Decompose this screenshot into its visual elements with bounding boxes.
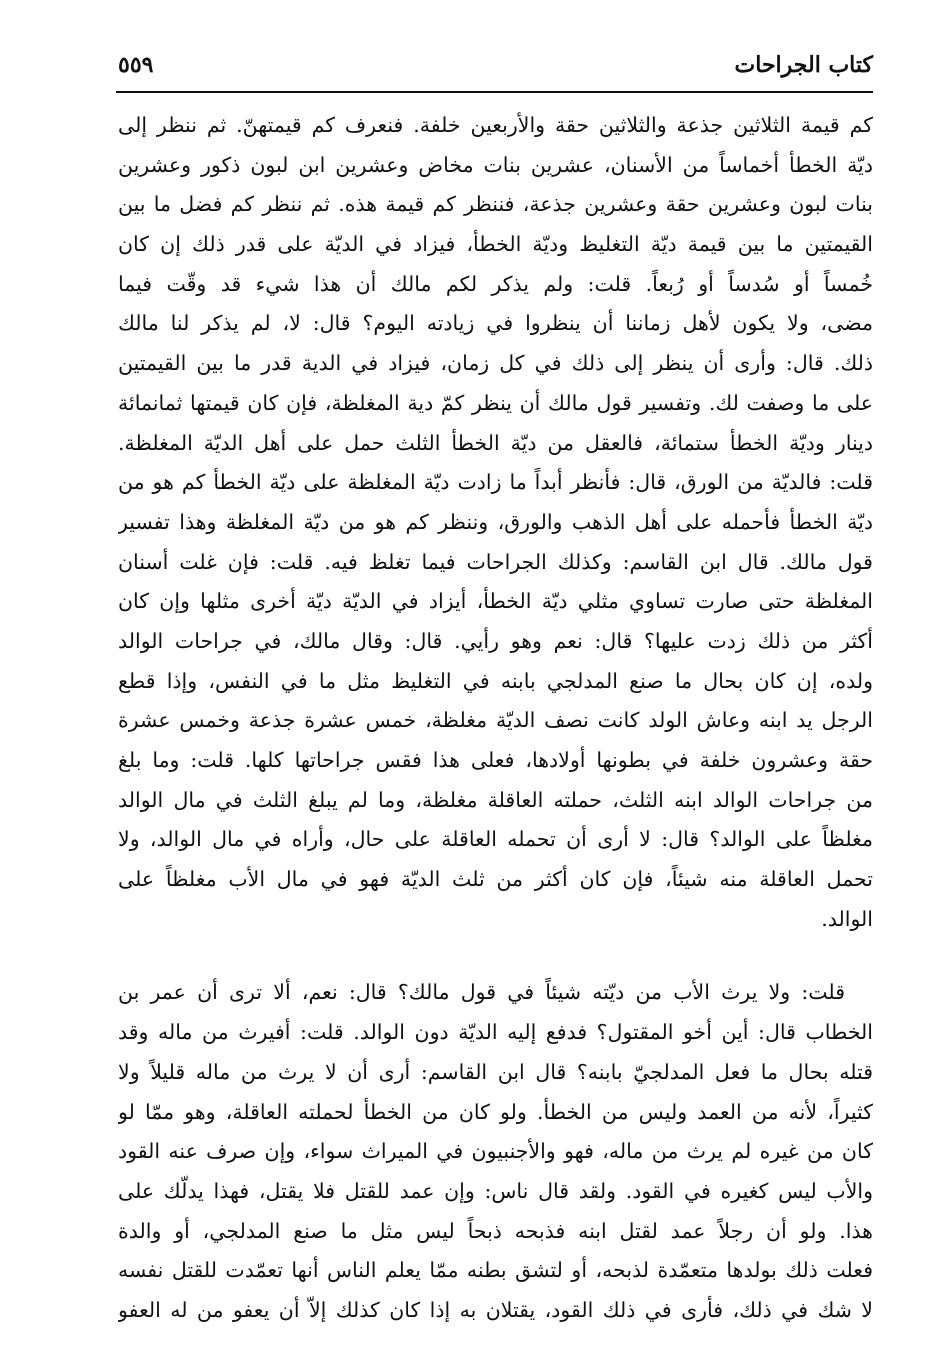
text-line: كان من غيره لم يرث من ماله، فهو والأجنبيون في الميراث سواء، وإن صرف عنه القود — [118, 1139, 873, 1164]
text-line: هذا. ولو أن رجلاً عمد لقتل ابنه فذبحه ذبحاً ليس مثل ما صنع المدلجي، أو والدة — [118, 1218, 873, 1243]
text-line: من جراحات الوالد ابنه الثلث، حملته العاقلة مغلظة، وما لم يبلغ الثلث في مال الوالد — [118, 787, 873, 812]
text-line: ذلك. قال: وأرى أن ينظر إلى ذلك في كل زمان، فيزاد في الدية قدر ما بين القيمتين — [118, 351, 873, 376]
text-line: على ما وصفت لك. وتفسير قول مالك أن ينظر كمّ دية المغلظة، فإن كان قيمتها ثمانمائة — [118, 390, 873, 415]
text-line: ديّة الخطأ فأحمله على أهل الذهب والورق، وننظر كم هو من ديّة المغلظة وهذا تفسير — [118, 509, 873, 534]
text-line: قول مالك. قال ابن القاسم: وكذلك الجراحات فيما تغلظ فيه. قلت: فإن غلت أسنان — [118, 549, 873, 574]
text-line: المغلظة حتى صارت تساوي مثلي ديّة الخطأ، أيزاد في الديّة ديّة أخرى مثلها وإن كان — [118, 589, 873, 614]
text-line: أكثر من ذلك زدت عليها؟ قال: نعم وهو رأيي. قال: وقال مالك، في جراحات الوالد — [118, 628, 873, 653]
text-line: بنات لبون وعشرين حقة وعشرين جذعة، فننظر كم قيمة هذه. ثم ننظر كم فضل ما بين — [118, 192, 873, 217]
text-line: الوالد. — [821, 906, 873, 931]
paragraph-1 — [118, 106, 873, 939]
main-text — [118, 106, 873, 1331]
text-line: فعلت ذلك بولدها متعمّدة لذبحه، أو لتشق بطنه ممّا يعلم الناس أنها تعمّدت للقتل نفسه — [118, 1258, 873, 1283]
text-line: ولده، إن كان بحال ما صنع المدلجي بابنه في التغليظ مثل ما في النفس، وإذا قطع — [118, 668, 873, 693]
book-title: كتاب الجراحات — [734, 52, 873, 78]
text-line: حقة وعشرون خلفة في بطونها أولادها، فعلى هذا فقس جراحاتها كلها. قلت: وما بلغ — [118, 748, 873, 772]
text-line: تحمل العاقلة منه شيئاً، فإن كان أكثر من ثلث الديّة فهو في مال الأب مغلظاً على — [118, 867, 873, 892]
paragraph-2 — [118, 973, 873, 1330]
text-line: والأب ليس كغيره في القود. ولقد قال ناس: وإن عمد للقتل فلا يقتل، فهذا يدلّك على — [118, 1178, 873, 1203]
text-line: القيمتين ما بين قيمة ديّة التغليظ وديّة الخطأ، فيزاد في الديّة على قدر ذلك إن كان — [118, 232, 873, 257]
text-line: ديّة الخطأ أخماساً من الأسنان، عشرين بنات مخاض وعشرين ابن لبون ذكور وعشرين — [118, 152, 873, 177]
text-line: لا شك في ذلك، فأرى في ذلك القود، يقتلان به إذا كان كذلك إلاّ أن يعفو من له العفو — [118, 1297, 873, 1322]
text-line: قتله بحال ما فعل المدلجيّ بابنه؟ قال ابن القاسم: أرى أن لا يرث من ماله قليلاً ولا — [118, 1059, 873, 1084]
page-number: ٥٥٩ — [118, 52, 154, 78]
text-line: قلت: فالديّة من الورق، قال: فأنظر أبداً ما زادت ديّة المغلظة على ديّة الخطأ كم هو من — [118, 470, 873, 495]
text-line: دينار وديّة الخطأ ستمائة، فالعقل من ديّة الخطأ الثلث حمل على أهل الديّة المغلظة. — [118, 430, 873, 455]
text-line: كم قيمة الثلاثين جذعة والثلاثين حقة والأربعين خلفة. فنعرف كم قيمتهنّ. ثم ننظر إلى — [118, 113, 873, 137]
text-line: قلت: ولا يرث الأب من ديّته شيئاً في قول مالك؟ قال: نعم، ألا ترى أن عمر بن — [118, 980, 845, 1005]
paragraph-spacer — [118, 939, 873, 973]
text-line: مغلظاً على الوالد؟ قال: لا أرى أن تحمله العاقلة على حال، وأراه في مال الوالد، ولا — [118, 827, 873, 852]
header-divider — [116, 91, 873, 93]
page-header — [118, 48, 873, 88]
text-line: خُمساً أو سُدساً أو رُبعاً. قلت: ولم يذكر لكم مالك أن هذا شيء قد وقّت فيما — [118, 271, 873, 296]
text-line: مضى، ولا يكون لأهل زماننا أن ينظروا في زيادته اليوم؟ قال: لا، لم يذكر لنا مالك — [118, 311, 873, 336]
text-line: الخطاب قال: أين أخو المقتول؟ فدفع إليه الديّة دون الوالد. قلت: أفيرث من ماله وقد — [118, 1020, 873, 1045]
text-line: كثيراً، لأنه من العمد وليس من الخطأ. ولو كان من الخطأ لحملته العاقلة، وهو ممّا لو — [118, 1099, 873, 1124]
text-line: الرجل يد ابنه وعاش الولد كانت نصف الديّة مغلظة، خمس عشرة جذعة وخمس عشرة — [118, 708, 873, 733]
